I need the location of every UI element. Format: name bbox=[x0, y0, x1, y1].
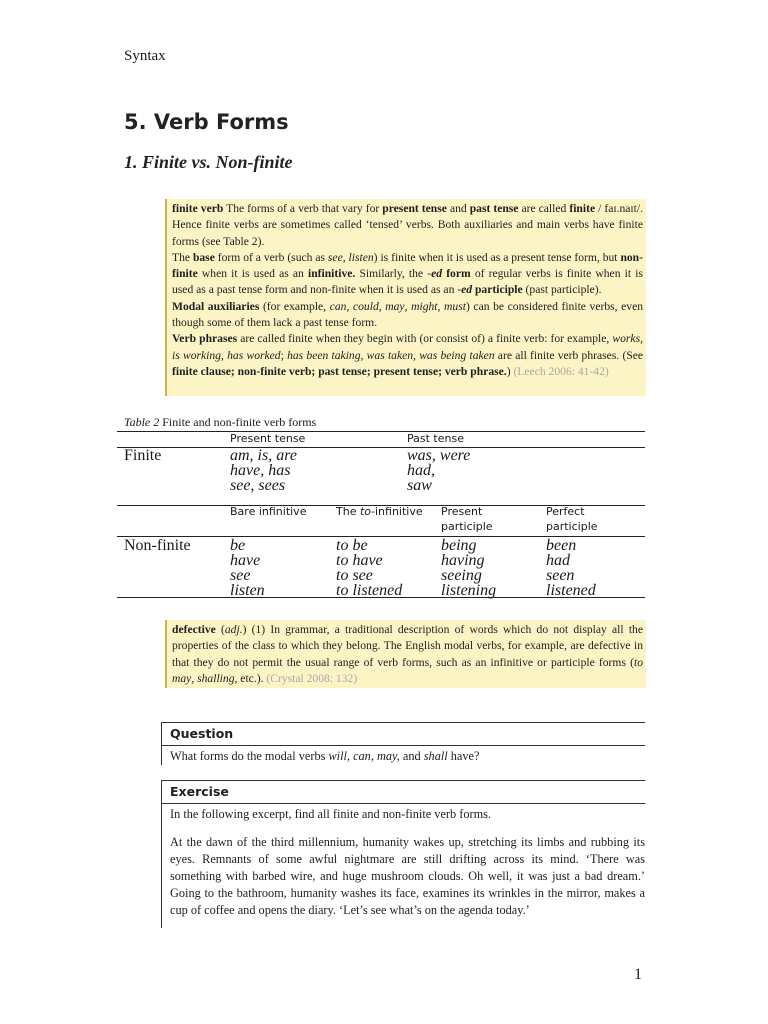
keyword: present tense bbox=[382, 202, 447, 215]
cross-references: finite clause; non-finite verb; past tense; present tense; verb phrase. bbox=[172, 364, 507, 378]
running-head: Syntax bbox=[124, 48, 166, 64]
text-span: are all finite verb phrases. (See bbox=[494, 348, 644, 362]
definition-paragraph bbox=[172, 250, 643, 299]
example: must bbox=[444, 299, 466, 313]
keyword: Modal auxiliaries bbox=[172, 299, 260, 313]
example: might bbox=[411, 299, 438, 313]
header-text: to bbox=[359, 505, 372, 518]
text-span: , bbox=[346, 299, 353, 313]
row-label: Non-finite bbox=[124, 537, 191, 554]
exercise-title: Exercise bbox=[161, 780, 645, 804]
table-cell: listening bbox=[441, 582, 497, 599]
table-cell: to have bbox=[336, 552, 383, 569]
citation: (Leech 2006: 41-42) bbox=[513, 364, 609, 378]
exercise-instruction: In the following excerpt, find all finite and non-finite verb forms. bbox=[170, 807, 491, 821]
question-title: Question bbox=[161, 722, 645, 746]
keyword: ed bbox=[431, 267, 443, 281]
table-cell: saw bbox=[407, 477, 432, 494]
example: has worked bbox=[227, 348, 281, 362]
text-span: ) is finite when it is used as a present tense form, but bbox=[373, 250, 621, 264]
text-span: (for example, bbox=[259, 299, 330, 313]
exercise-body bbox=[161, 804, 645, 928]
table-cell: have bbox=[230, 552, 261, 569]
column-header: participle bbox=[546, 520, 598, 533]
text-span: have? bbox=[447, 749, 480, 763]
page-number: 1 bbox=[634, 966, 642, 983]
text-span: ) (1) In grammar, a traditional description of words which do not display all the properties of the class to which they belong. The English modal verbs, for example, are defective in that they do not permit the usual range of verb forms, such as an infinitive or participle forms ( bbox=[172, 623, 643, 669]
definition-term: defective bbox=[172, 623, 216, 636]
text-span: The bbox=[172, 250, 193, 264]
column-header: Past tense bbox=[407, 432, 464, 445]
table-cell: being bbox=[441, 537, 477, 554]
example: was being taken bbox=[419, 348, 495, 362]
text-span: , bbox=[342, 250, 349, 264]
keyword: Verb phrases bbox=[172, 332, 238, 346]
example: has been taking bbox=[287, 348, 361, 362]
keyword: infinitive. bbox=[307, 267, 356, 281]
text-span: are called bbox=[518, 202, 570, 215]
table-cell: see, sees bbox=[230, 477, 286, 494]
table-caption-text: Finite and non-finite verb forms bbox=[159, 415, 317, 429]
table-cell: have, has bbox=[230, 462, 291, 479]
text-span: (past participle). bbox=[522, 283, 602, 297]
example: shalling bbox=[197, 671, 235, 685]
table-rule bbox=[117, 431, 645, 432]
citation: (Crystal 2008: 132) bbox=[266, 671, 358, 685]
table-cell: to be bbox=[336, 537, 368, 554]
table-label: Table 2 bbox=[124, 415, 160, 429]
example: shall bbox=[423, 749, 448, 763]
text-span: and bbox=[399, 749, 424, 763]
text-span: of regular verbs is finite when it is used as a past tense form and non-finite when it is used as an - bbox=[172, 267, 643, 297]
table-cell: to see bbox=[336, 567, 373, 584]
section-title: 1. Finite vs. Non-finite bbox=[124, 152, 293, 172]
table-caption bbox=[124, 415, 316, 430]
text-span: , bbox=[360, 348, 367, 362]
definition-finite-verb bbox=[165, 199, 646, 396]
table-cell: listen bbox=[230, 582, 265, 599]
example: may bbox=[385, 299, 405, 313]
column-header: Perfect bbox=[546, 505, 585, 518]
definition-term: finite verb bbox=[172, 202, 224, 215]
header-text: -infinitive bbox=[371, 505, 423, 518]
table-rule bbox=[117, 447, 645, 448]
text-span: form of a verb (such as bbox=[214, 250, 328, 264]
table-cell: seen bbox=[546, 567, 575, 584]
table-rule bbox=[117, 597, 645, 598]
text-span: / faɪ.naɪt/. Hence finite verbs are sometimes called ‘tensed’ verbs. Both auxiliaries and main verbs have finite forms (see Table 2). bbox=[172, 202, 643, 248]
text-span: What forms do the modal verbs bbox=[170, 749, 329, 763]
example: will, can, may, bbox=[328, 749, 400, 763]
text-span: , bbox=[191, 671, 198, 685]
text-span: , bbox=[437, 299, 445, 313]
row-label: Finite bbox=[124, 447, 162, 464]
example: could bbox=[352, 299, 379, 313]
column-header: Present tense bbox=[230, 432, 306, 445]
table-cell: seeing bbox=[441, 567, 482, 584]
text-span: , bbox=[413, 348, 420, 362]
example: listen bbox=[348, 250, 374, 264]
keyword: base bbox=[192, 250, 215, 264]
text-span: ) can be considered finite verbs, even though some of them lack a past tense form. bbox=[172, 299, 644, 330]
table-cell: had bbox=[546, 552, 570, 569]
text-span: , bbox=[404, 299, 412, 313]
definition-paragraph bbox=[172, 331, 643, 380]
definition-paragraph bbox=[172, 622, 643, 687]
table-cell: see bbox=[230, 567, 251, 584]
keyword: ed bbox=[461, 283, 473, 297]
question-body bbox=[161, 746, 645, 765]
keyword: past tense bbox=[469, 202, 519, 215]
column-header: participle bbox=[441, 520, 493, 533]
example: can bbox=[329, 299, 347, 313]
text-span: ( bbox=[215, 623, 225, 636]
text-span: , bbox=[378, 299, 386, 313]
text-span: and bbox=[446, 202, 470, 215]
keyword: form bbox=[442, 267, 471, 281]
column-header bbox=[336, 505, 423, 518]
column-header: Present bbox=[441, 505, 483, 518]
table-cell: was, were bbox=[407, 447, 471, 464]
header-text: The bbox=[336, 505, 360, 518]
example: to may bbox=[172, 655, 643, 685]
example: adj. bbox=[224, 623, 243, 636]
definition-paragraph bbox=[172, 201, 643, 250]
example: works, is working bbox=[172, 332, 643, 362]
text-span: The forms of a verb that vary for bbox=[223, 202, 383, 215]
column-header: Bare infinitive bbox=[230, 505, 307, 518]
table-cell: be bbox=[230, 537, 246, 554]
table-cell: having bbox=[441, 552, 485, 569]
text-span: Similarly, the - bbox=[355, 267, 432, 281]
text-span: when it is used as an bbox=[197, 267, 308, 281]
table-cell: am, is, are bbox=[230, 447, 297, 464]
text-span: ) bbox=[506, 364, 514, 378]
table-cell: to listened bbox=[336, 582, 403, 599]
text-span: ; bbox=[280, 348, 288, 362]
keyword: participle bbox=[472, 283, 523, 297]
definition-defective bbox=[165, 620, 646, 688]
keyword: finite bbox=[569, 202, 596, 215]
example: was taken bbox=[366, 348, 414, 362]
table-cell: had, bbox=[407, 462, 435, 479]
example: see bbox=[327, 250, 343, 264]
chapter-title: 5. Verb Forms bbox=[124, 110, 289, 134]
text-span: are called finite when they begin with (or consist of) a finite verb: for example, bbox=[237, 332, 613, 346]
keyword: non-finite bbox=[172, 250, 643, 281]
text-span: , bbox=[220, 348, 228, 362]
table-cell: listened bbox=[546, 582, 596, 599]
text-span: , etc.). bbox=[234, 671, 267, 685]
exercise-excerpt: At the dawn of the third millennium, humanity wakes up, stretching its limbs and rubbing its eyes. Remnants of some awful nightmare are still drifting across its mind. ‘There was something with barbed wire, and huge mushroom clouds. Oh well, it was just a bad dream.’ Going to the bathroom, humanity washes its face, examines its wrinkles in the mirror, makes a cup of coffee and opens the diary. ‘Let’s see what’s on the agenda today.’ bbox=[170, 835, 645, 917]
definition-paragraph bbox=[172, 299, 643, 332]
table-cell: been bbox=[546, 537, 577, 554]
